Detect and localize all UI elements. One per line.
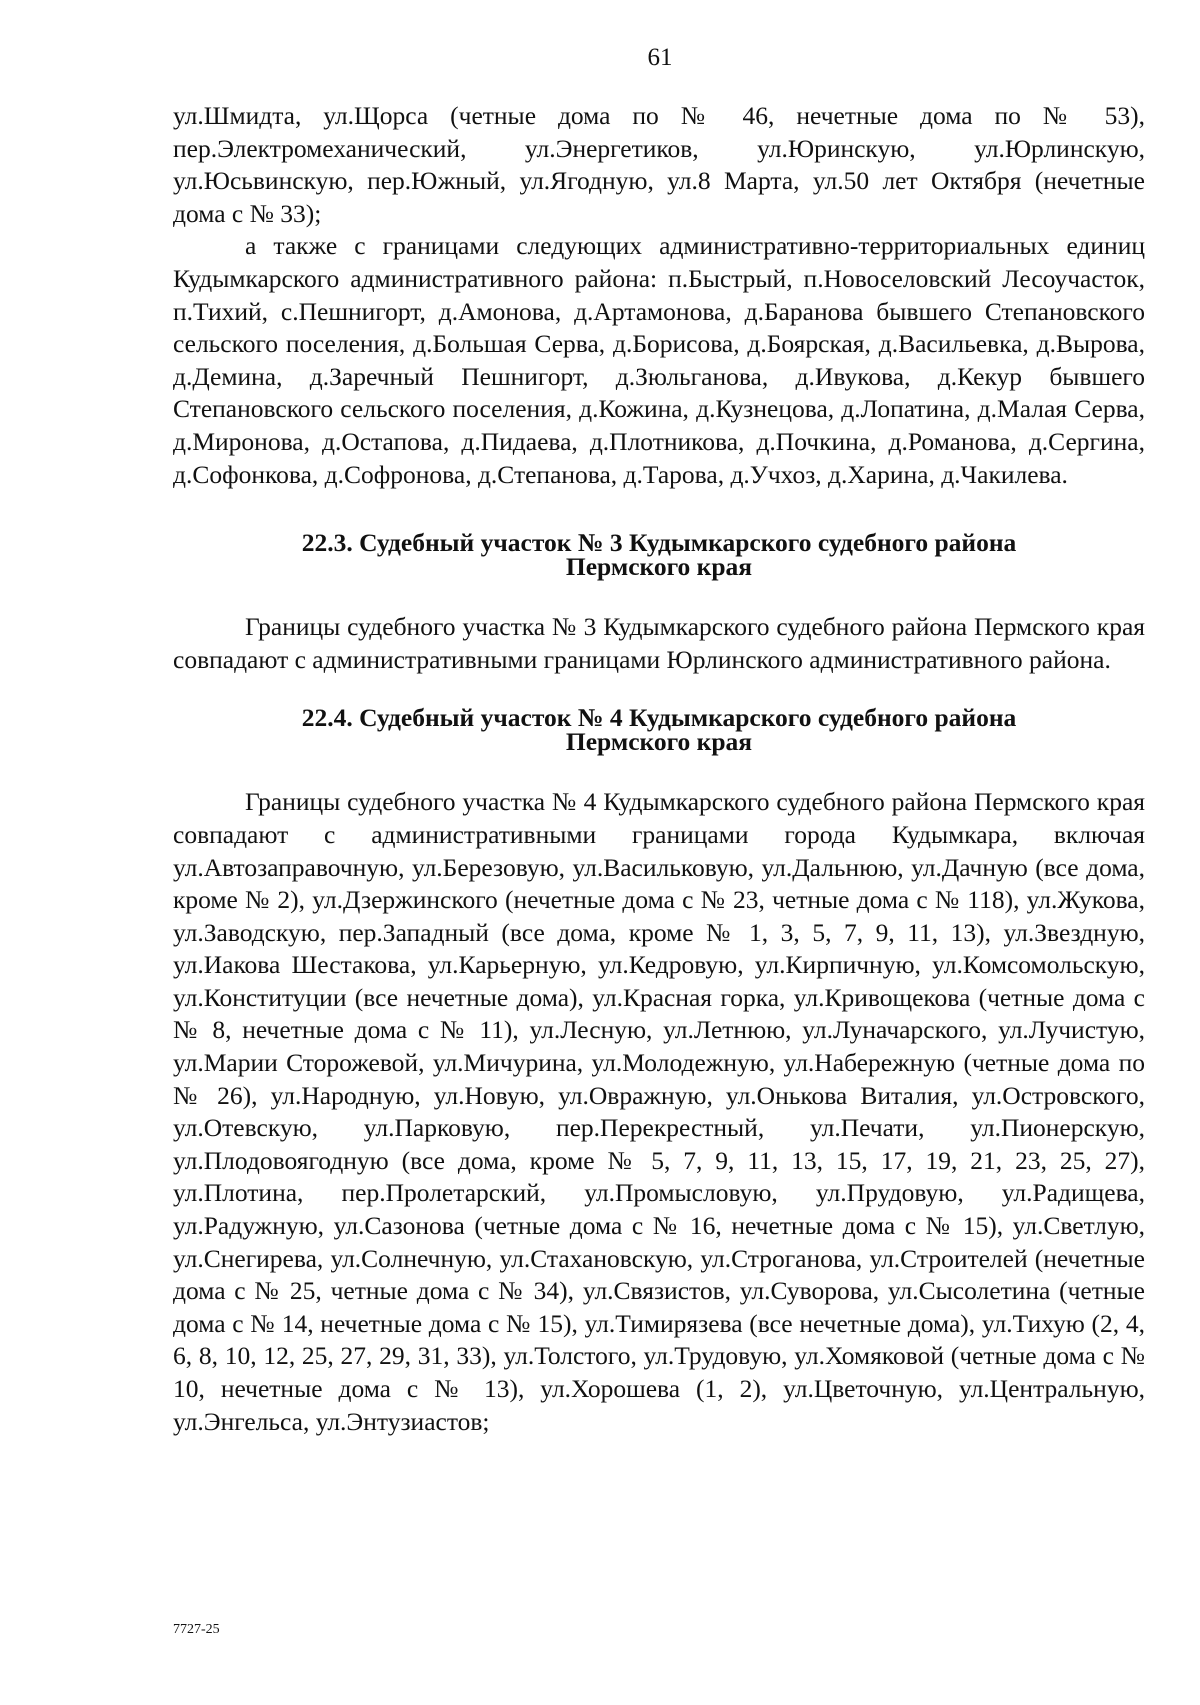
- paragraph-territorial-units: а также с границами следующих административно-территориальных единиц Кудымкарского административного района: п.Быстрый, п.Новоселовский Лесоучасток, п.Тихий, с.Пешнигорт, д.Амонова, д.Артамонова, д.Баранова бывшего Степановского сельского поселения, д.Большая Серва, д.Борисова, д.Боярская, д.Васильевка, д.Вырова, д.Демина, д.Заречный Пешнигорт, д.Зюльганова, д.Ивукова, д.Кекур бывшего Степановского сельского поселения, д.Кожина, д.Кузнецова, д.Лопатина, д.Малая Серва, д.Миронова, д.Остапова, д.Пидаева, д.Плотникова, д.Почкина, д.Романова, д.Сергина, д.Софонкова, д.Софронова, д.Степанова, д.Тарова, д.Учхоз, д.Харина, д.Чакилева.: [173, 231, 1145, 489]
- page-number: 61: [647, 44, 673, 71]
- paragraph-district-3-borders: Границы судебного участка № 3 Кудымкарского судебного района Пермского края совпадают с административными границами Юрлинского административного района.: [173, 612, 1145, 674]
- section-heading-22-4-line2: Пермского края: [565, 727, 753, 757]
- document-code: 7727-25: [173, 1622, 220, 1637]
- section-heading-22-4: [173, 703, 1145, 757]
- section-heading-22-4-line1: 22.4. Судебный участок № 4 Кудымкарского судебного района: [301, 703, 1017, 733]
- section-heading-22-3-line1: 22.3. Судебный участок № 3 Кудымкарского судебного района: [301, 528, 1017, 558]
- document-body: [173, 100, 1145, 1438]
- section-heading-22-3: [173, 528, 1145, 582]
- paragraph-streets-continued: ул.Шмидта, ул.Щорса (четные дома по № 46, нечетные дома по № 53), пер.Электромеханический, ул.Энергетиков, ул.Юринскую, ул.Юрлинскую, ул.Юсьвинскую, пер.Южный, ул.Ягодную, ул.8 Марта, ул.50 лет Октября (нечетные дома с № 33);: [173, 101, 1145, 228]
- section-heading-22-3-line2: Пермского края: [565, 552, 753, 582]
- paragraph-district-4-borders: Границы судебного участка № 4 Кудымкарского судебного района Пермского края совпадают с административными границами города Кудымкара, включая ул.Автозаправочную, ул.Березовую, ул.Васильковую, ул.Дальнюю, ул.Дачную (все дома, кроме № 2), ул.Дзержинского (нечетные дома с № 23, четные дома с № 118), ул.Жукова, ул.Заводскую, пер.Западный (все дома, кроме № 1, 3, 5, 7, 9, 11, 13), ул.Звездную, ул.Иакова Шестакова, ул.Карьерную, ул.Кедровую, ул.Кирпичную, ул.Комсомольскую, ул.Конституции (все нечетные дома), ул.Красная горка, ул.Кривощекова (четные дома с № 8, нечетные дома с № 11), ул.Лесную, ул.Летнюю, ул.Луначарского, ул.Лучистую, ул.Марии Сторожевой, ул.Мичурина, ул.Молодежную, ул.Набережную (четные дома по № 26), ул.Народную, ул.Новую, ул.Овражную, ул.Онькова Виталия, ул.Островского, ул.Отевскую, ул.Парковую, пер.Перекрестный, ул.Печати, ул.Пионерскую, ул.Плодовоягодную (все дома, кроме № 5, 7, 9, 11, 13, 15, 17, 19, 21, 23, 25, 27), ул.Плотина, пер.Пролетарский, ул.Промысловую, ул.Прудовую, ул.Радищева, ул.Радужную, ул.Сазонова (четные дома с № 16, нечетные дома с № 15), ул.Светлую, ул.Снегирева, ул.Солнечную, ул.Стахановскую, ул.Строганова, ул.Строителей (нечетные дома с № 25, четные дома с № 34), ул.Связистов, ул.Суворова, ул.Сысолетина (четные дома с № 14, нечетные дома с № 15), ул.Тимирязева (все нечетные дома), ул.Тихую (2, 4, 6, 8, 10, 12, 25, 27, 29, 31, 33), ул.Толстого, ул.Трудовую, ул.Хомяковой (четные дома с № 10, нечетные дома с № 13), ул.Хорошева (1, 2), ул.Цветочную, ул.Центральную, ул.Энгельса, ул.Энтузиастов;: [173, 787, 1145, 1436]
